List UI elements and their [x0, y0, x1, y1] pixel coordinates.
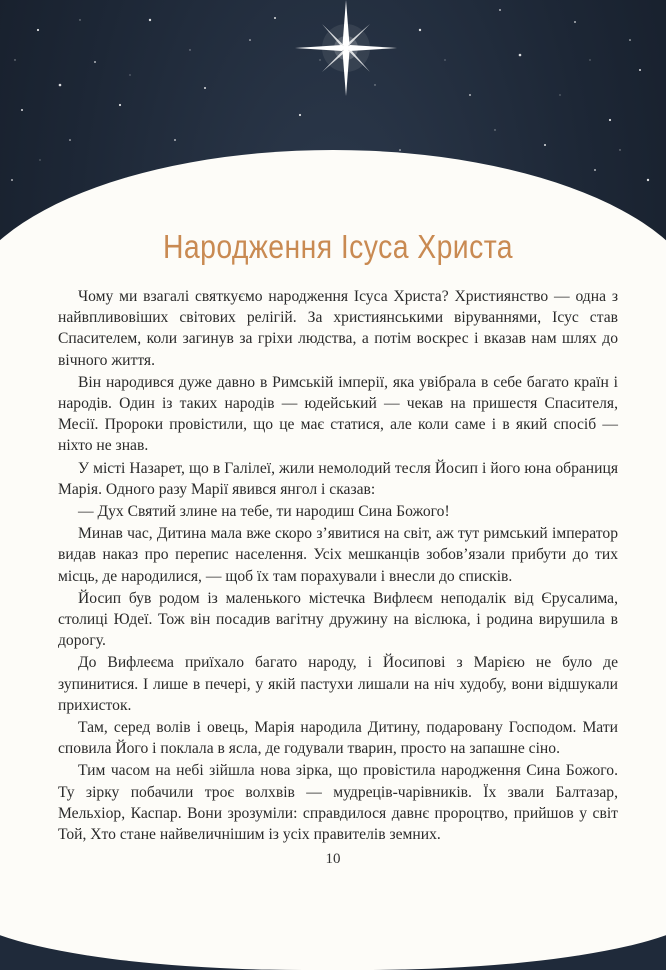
bethlehem-star-icon: [295, 0, 397, 96]
paragraph: Йосип був родом із маленького містечка Вифлеєм неподалік від Єрусалима, столиці Юдеї. Тож він посадив вагітну дружину на віслюка, і родина вирушила в дорогу.: [58, 589, 618, 650]
page-title: Народження Ісуса Христа: [162, 228, 514, 265]
page-number: 10: [325, 851, 341, 867]
paragraph: Чому ми взагалі святкуємо народження Ісуса Христа? Християнство — одна з найвпливовіших світових релігій. За християнськими віруваннями, Ісус став Спасителем, коли загинув за гріхи людства, а потім воскрес і вказав нам шлях до вічного життя.: [58, 288, 618, 369]
paragraph: Там, серед волів і овець, Марія народила Дитину, подаровану Господом. Мати сповила Його і поклала в ясла, де годували тварин, просто на запашне сіно.: [58, 719, 618, 758]
paragraph: У місті Назарет, що в Галілеї, жили немолодий тесля Йосип і його юна обраниця Марія. Одного разу Марії явився янгол і сказав:: [58, 459, 618, 498]
paragraph: Він народився дуже давно в Римській імперії, яка увібрала в себе багато країн і народів. Один із таких народів — юдейський — чекав на пришестя Спасителя, Месії. Пророки провістили, що це має статися, але коли саме і в який спосіб — ніхто не знав.: [58, 373, 618, 455]
paragraph: До Вифлеєма приїхало багато народу, і Йосипові з Марією не було де зупинитися. І лише в печері, у якій пастухи лишали на ніч худобу, вони відшукали прихисток.: [58, 654, 618, 714]
paragraph: Тим часом на небі зійшла нова зірка, що провістила народження Сина Божого. Ту зірку побачили троє волхвів — мудреців-чарівників. Їх звали Балтазар, Мельхіор, Каспар. Вони зрозуміли: справдилося давнє пророцтво, прийшов у світ Той, Хто стане найвеличнішим із усіх правителів земних.: [58, 762, 618, 844]
article: [58, 228, 618, 846]
paragraph: Минав час, Дитина мала вже скоро з’явитися на світ, аж тут римський імператор видав наказ про перепис населення. Усіх мешканців зобов’язали прибути до тих місць, де народилися, — щоб їх там порахували і внесли до списків.: [58, 525, 618, 585]
paragraph-dialogue: — Дух Святий злине на тебе, ти народиш Сина Божого!: [78, 503, 450, 521]
